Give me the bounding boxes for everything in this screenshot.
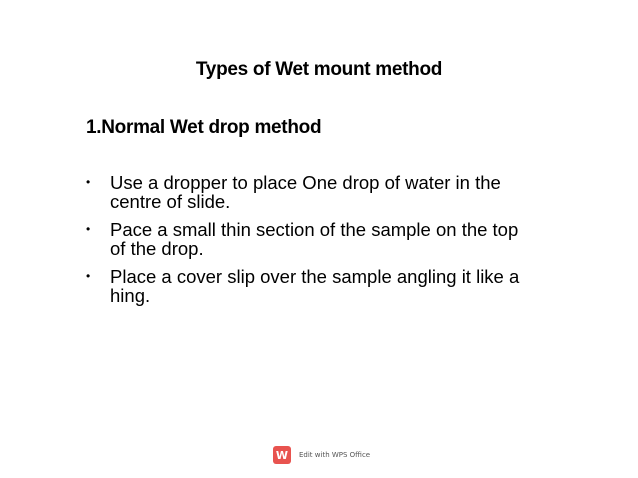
slide-title: Types of Wet mount method (195, 59, 443, 80)
list-item (84, 173, 554, 211)
wps-office-logo-icon: W (273, 446, 291, 464)
wps-watermark-label: Edit with WPS Office (299, 451, 371, 459)
bullet-icon: • (86, 269, 91, 283)
bullet-text-line: of the drop. (110, 238, 204, 259)
bullet-icon: • (86, 222, 91, 236)
bullet-text-line: hing. (110, 285, 151, 306)
bullet-list (84, 173, 554, 314)
bullet-text-line: Place a cover slip over the sample angling it like a (110, 266, 520, 287)
bullet-icon: • (86, 175, 91, 189)
bullet-text-line: Pace a small thin section of the sample on the top (110, 219, 519, 240)
bullet-text-line: Use a dropper to place One drop of water in the (110, 172, 501, 193)
section-heading: 1.Normal Wet drop method (86, 117, 322, 138)
bullet-text-line: centre of slide. (110, 191, 231, 212)
list-item (84, 220, 554, 258)
list-item (84, 267, 554, 305)
wps-watermark[interactable] (273, 446, 370, 464)
